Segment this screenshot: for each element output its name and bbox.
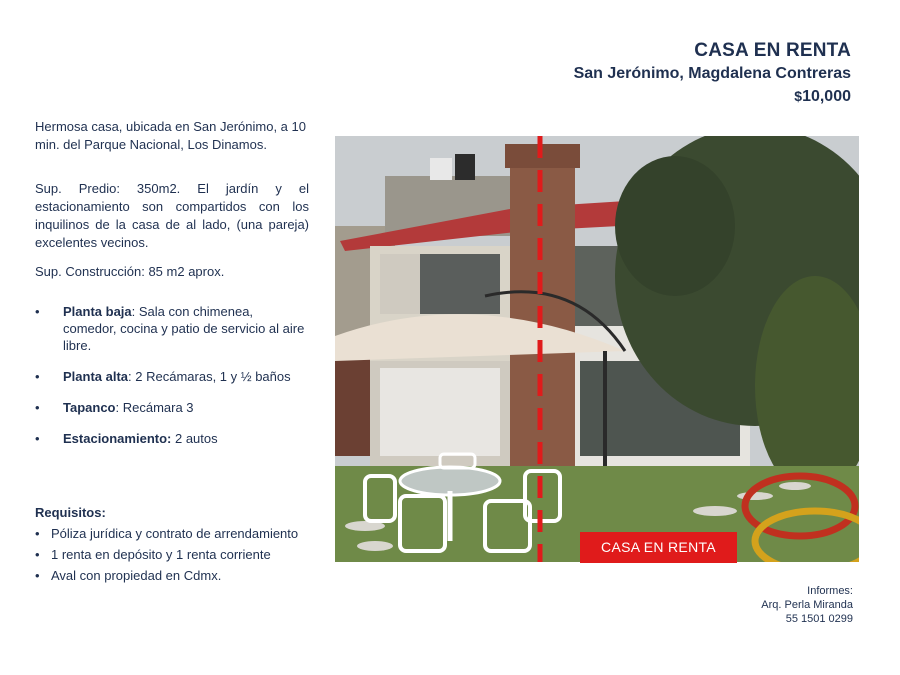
listing-price [794, 88, 851, 106]
feature-text: : 2 Recámaras, 1 y ½ baños [128, 369, 291, 384]
house-illustration [335, 136, 859, 562]
feature-label: Planta alta [63, 369, 129, 384]
description-construction: Sup. Construcción: 85 m2 aprox. [35, 264, 225, 279]
requirements-list [35, 525, 310, 588]
feature-label: Tapanco [63, 400, 116, 415]
requirement-text: Póliza jurídica y contrato de arrendamiento [51, 526, 299, 541]
contact-label: Informes: [807, 585, 853, 597]
photo-tag: CASA EN RENTA [580, 532, 737, 563]
feature-text: : Sala con chimenea, comedor, cocina y patio de servicio al aire libre. [63, 304, 305, 353]
bullet-icon: • [35, 400, 40, 415]
requirement-item [35, 546, 310, 563]
house-photo [335, 136, 859, 562]
feature-item [35, 368, 310, 385]
bullet-icon: • [35, 369, 40, 384]
feature-label: Planta baja [63, 304, 132, 319]
bullet-icon: • [35, 431, 40, 446]
requirements-title: Requisitos: [35, 505, 106, 520]
requirement-text: 1 renta en depósito y 1 renta corriente [51, 547, 271, 562]
description-lot: Sup. Predio: 350m2. El jardín y el estacionamiento son compartidos con los inquilinos de la casa de al lado, (una pareja) excelentes vecinos. [35, 181, 309, 250]
feature-item [35, 303, 310, 354]
bullet-icon: • [35, 568, 40, 583]
price-amount: 10,000 [802, 88, 851, 105]
description-intro: Hermosa casa, ubicada en San Jerónimo, a 10 min. del Parque Nacional, Los Dinamos. [35, 119, 306, 152]
listing-location: San Jerónimo, Magdalena Contreras [573, 65, 851, 82]
bullet-icon: • [35, 526, 40, 541]
bullet-icon: • [35, 547, 40, 562]
feature-text: : Recámara 3 [115, 400, 194, 415]
requirement-item [35, 567, 310, 584]
contact-block [761, 584, 853, 626]
contact-name: Arq. Perla Miranda [761, 599, 853, 611]
feature-item [35, 430, 310, 447]
requirement-text: Aval con propiedad en Cdmx. [51, 568, 222, 583]
feature-text: 2 autos [171, 431, 218, 446]
features-list [35, 303, 310, 461]
feature-item [35, 399, 310, 416]
price-currency: $ [794, 88, 803, 104]
listing-title: CASA EN RENTA [694, 40, 851, 61]
contact-phone[interactable]: 55 1501 0299 [785, 613, 853, 625]
feature-label: Estacionamiento: [63, 431, 172, 446]
bullet-icon: • [35, 304, 40, 319]
requirement-item [35, 525, 310, 542]
